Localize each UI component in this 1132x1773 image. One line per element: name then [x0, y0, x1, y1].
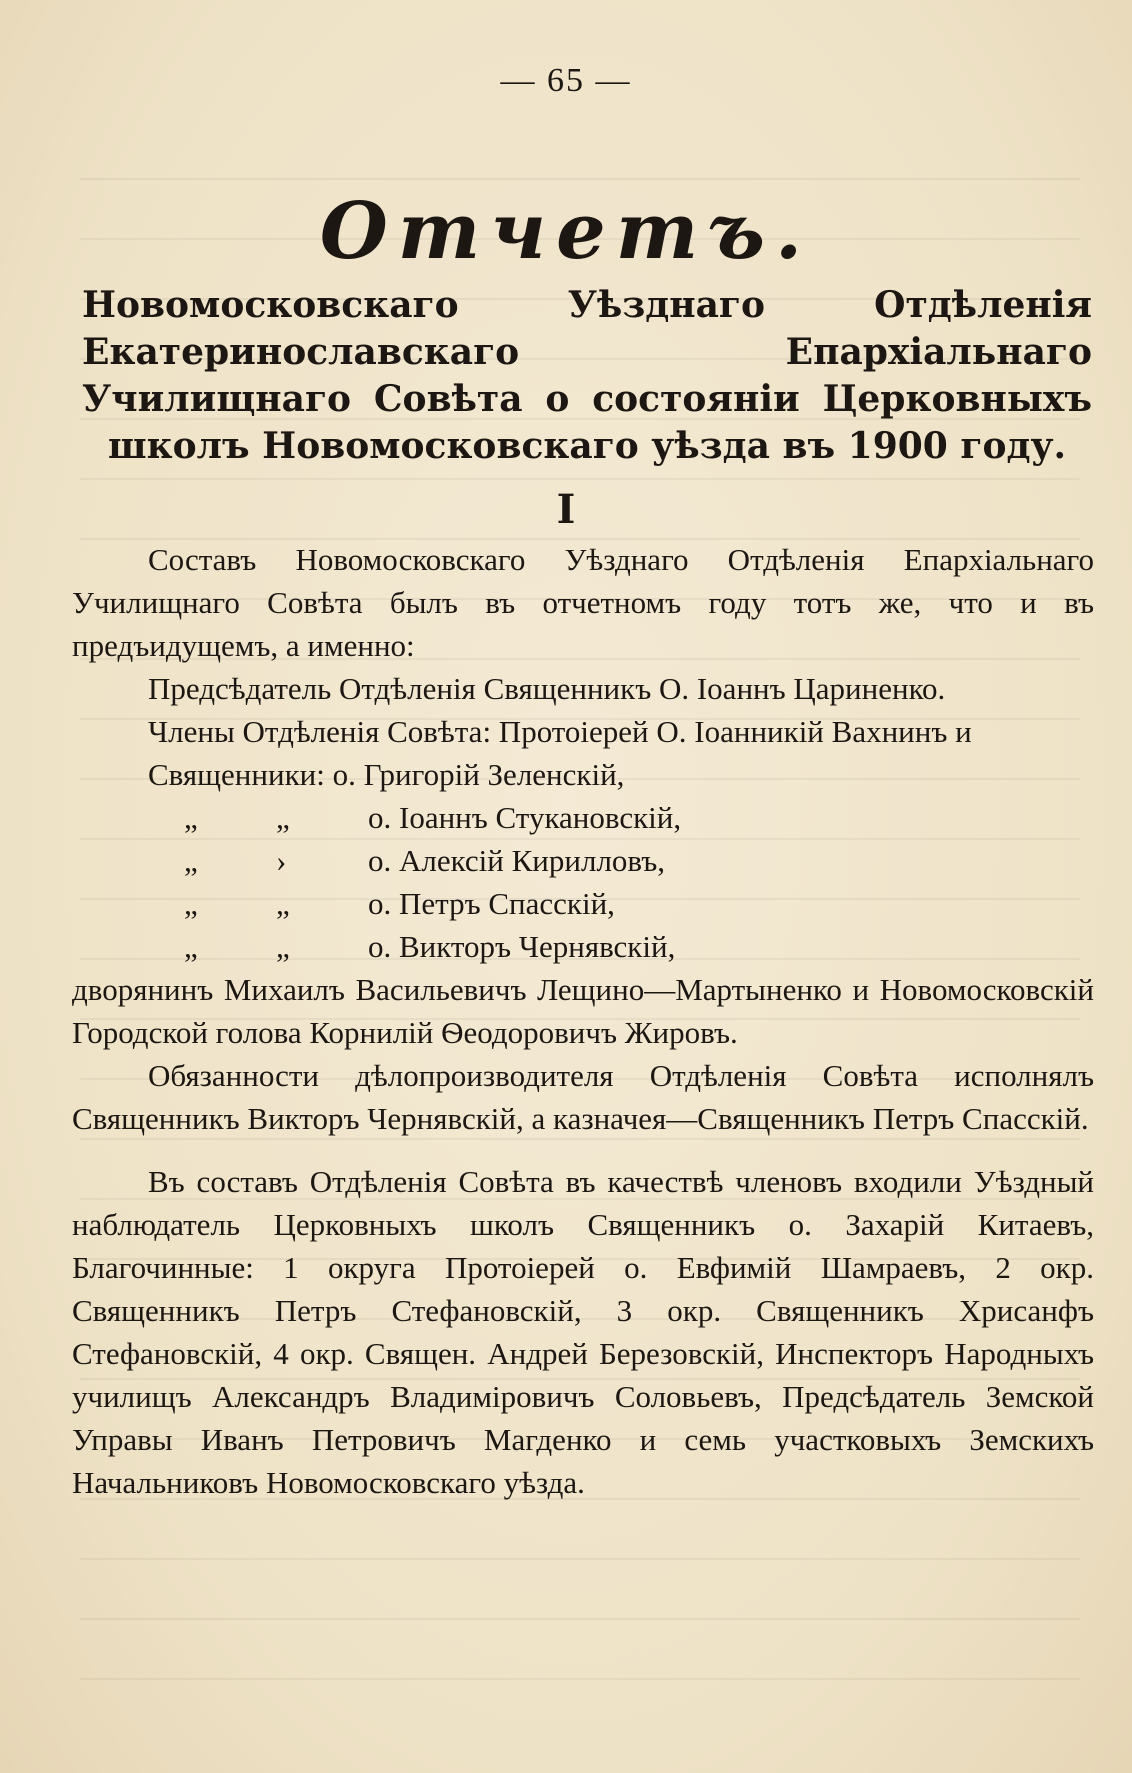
- ditto-mark: „: [184, 886, 198, 921]
- paragraph-nobleman: дворянинъ Михаилъ Васильевичъ Лещино—Мартыненко и Новомосковскій Городской голова Корнилій Ѳеодоровичъ Жировъ.: [72, 972, 1094, 1050]
- ditto-row: [72, 882, 1094, 925]
- priest-name: о. Петръ Спасскій,: [368, 886, 615, 921]
- body-text: [72, 538, 1094, 1504]
- ditto-mark: „: [184, 800, 198, 835]
- paragraph-duties: Обязанности дѣлопроизводителя Отдѣленія Совѣта исполнялъ Священникъ Викторъ Чернявскій, а казначея—Священникъ Петръ Спасскій.: [72, 1058, 1094, 1136]
- paragraph-gap: [72, 1140, 1094, 1160]
- ditto-mark: „: [276, 886, 290, 921]
- paragraph-composition: Составъ Новомосковскаго Уѣзднаго Отдѣленія Епархіальнаго Училищнаго Совѣта былъ въ отчетномъ году тотъ же, что и въ предъидущемъ, а именно:: [72, 542, 1094, 663]
- ditto-row: [72, 796, 1094, 839]
- ditto-mark: „: [276, 800, 290, 835]
- ditto-mark: ›: [276, 843, 287, 878]
- report-title: Отчетъ.: [319, 186, 813, 277]
- chairman-line: Предсѣдатель Отдѣленія Священникъ О. Іоаннъ Цариненко.: [148, 671, 946, 706]
- members-line: Члены Отдѣленія Совѣта: Протоіерей О. Іоанникій Вахнинъ и: [148, 714, 972, 749]
- paragraph-council-members: Въ составъ Отдѣленія Совѣта въ качествѣ членовъ входили Уѣздный наблюдатель Церковныхъ школъ Священникъ о. Захарій Китаевъ, Благочинные: 1 округа Протоіерей о. Евфимій Шамраевъ, 2 окр. Священникъ Петръ Стефановскій, 3 окр. Священникъ Хрисанфъ Стефановскій, 4 окр. Священ. Андрей Березовскій, Инспекторъ Народныхъ училищъ Александръ Владиміровичъ Соловьевъ, Предсѣдатель Земской Управы Иванъ Петровичъ Магденко и семь участковыхъ Земскихъ Начальниковъ Новомосковскаго уѣзда.: [72, 1164, 1094, 1500]
- ditto-row: [72, 839, 1094, 882]
- ditto-mark: „: [184, 843, 198, 878]
- report-subtitle: Новомосковскаго Уѣзднаго Отдѣленія Екатеринославскаго Епархіальнаго Училищнаго Совѣта о состояніи Церковныхъ школъ Новомосковскаго уѣзда въ 1900 году.: [82, 284, 1092, 467]
- priest-name: о. Викторъ Чернявскій,: [368, 929, 676, 964]
- ditto-row: [72, 925, 1094, 968]
- ditto-mark: „: [276, 929, 290, 964]
- priest-name: о. Алексій Кирилловъ,: [368, 843, 666, 878]
- page-number: — 65 —: [500, 62, 632, 99]
- ditto-mark: „: [184, 929, 198, 964]
- section-numeral: I: [556, 486, 576, 533]
- priests-line: Священники: о. Григорій Зеленскій,: [148, 757, 625, 792]
- priest-name: о. Іоаннъ Стукановскій,: [368, 800, 682, 835]
